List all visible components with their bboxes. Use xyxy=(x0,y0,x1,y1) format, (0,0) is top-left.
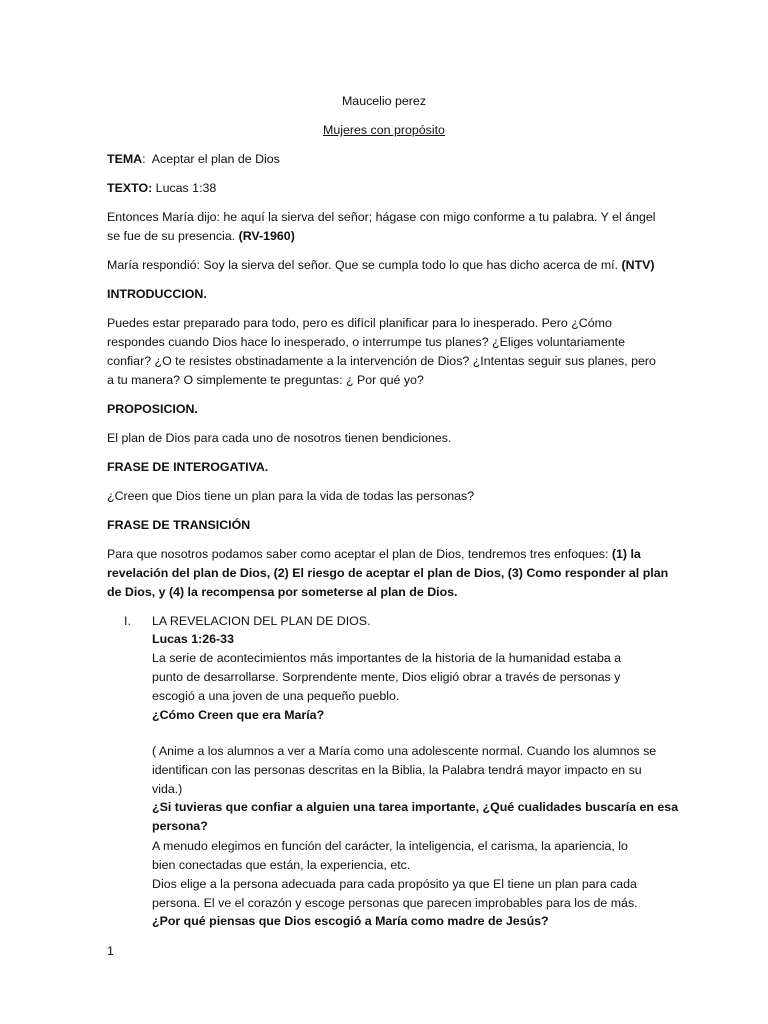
section1-reference-text: Lucas 1:26-33 xyxy=(152,632,234,646)
document-subtitle xyxy=(0,121,768,140)
subtitle-text: Mujeres con propósito xyxy=(323,123,445,137)
transicion-heading-text: FRASE DE TRANSICIÓN xyxy=(107,518,251,532)
section1-question1-text: ¿Cómo Creen que era María? xyxy=(152,708,325,722)
introduccion-line: confiar? ¿O te resistes obstinadamente a la intervención de Dios? ¿Intentas seguir sus planes, pero xyxy=(107,354,656,368)
section1-para2-line: ( Anime a los alumnos a ver a María como una adolescente normal. Cuando los alumnos se xyxy=(152,744,657,758)
verse1-line1: Entonces María dijo: he aquí la sierva del señor; hágase con migo conforme a tu palabra. Y el ángel xyxy=(107,210,656,224)
tema-line xyxy=(107,150,280,169)
section1-reference xyxy=(152,630,234,649)
verse1-line2 xyxy=(107,227,295,246)
tema-label: TEMA xyxy=(107,152,143,166)
section1-para2-line: identifican con las personas descritas en la Biblia, la Palabra tendrá mayor impacto en su xyxy=(152,763,642,777)
section1-para2-line: vida.) xyxy=(152,782,183,796)
transicion-line3-text: de Dios, y (4) la recompensa por someterse al plan de Dios. xyxy=(107,585,458,599)
transicion-heading xyxy=(107,516,250,535)
interrogativa-heading-text: FRASE DE INTEROGATIVA. xyxy=(107,460,269,474)
section1-title: LA REVELACION DEL PLAN DE DIOS. xyxy=(152,614,371,628)
section1-para3-line: persona. El ve el corazón y escoge personas que parecen improbables para los de más. xyxy=(152,896,638,910)
introduccion-heading xyxy=(107,285,207,304)
verse1-version: (RV-1960) xyxy=(238,229,295,243)
section1-question2-text: ¿Si tuvieras que confiar a alguien una tarea importante, ¿Qué cualidades buscaría en esa xyxy=(152,800,679,814)
verse1-text: se fue de su presencia. xyxy=(107,229,236,243)
introduccion-line: a tu manera? O simplemente te preguntas: ¿ Por qué yo? xyxy=(107,373,424,387)
section1-para3-line: A menudo elegimos en función del carácter, la inteligencia, el carisma, la apariencia, lo xyxy=(152,839,628,853)
transicion-line1-plain: Para que nosotros podamos saber como aceptar el plan de Dios, tendremos tres enfoques: xyxy=(107,547,609,561)
section1-para1-line: La serie de acontecimientos más importantes de la historia de la humanidad estaba a xyxy=(152,651,622,665)
section1-question3 xyxy=(152,912,549,931)
section1-para3-line: bien conectadas que están, la experiencia, etc. xyxy=(152,858,411,872)
transicion-line3 xyxy=(107,583,458,602)
texto-label: TEXTO: xyxy=(107,181,153,195)
transicion-line2-text: revelación del plan de Dios, (2) El riesgo de aceptar el plan de Dios, (3) Como responder al plan xyxy=(107,566,669,580)
interrogativa-heading xyxy=(107,458,268,477)
section1-para1-line: escogió a una joven de una pequeño pueblo. xyxy=(152,689,400,703)
tema-value: Aceptar el plan de Dios xyxy=(151,152,280,166)
texto-value: Lucas 1:38 xyxy=(155,181,217,195)
section1-question1 xyxy=(152,706,324,725)
author-name: Maucelio perez xyxy=(341,94,427,108)
transicion-line2 xyxy=(107,564,668,583)
texto-line xyxy=(107,179,216,198)
proposicion-heading-text: PROPOSICION. xyxy=(107,402,198,416)
verse2-version: (NTV) xyxy=(621,258,655,272)
introduccion-line: respondes cuando Dios hace lo inesperado, o interrumpe tus planes? ¿Eliges voluntariamente xyxy=(107,335,625,349)
introduccion-line: Puedes estar preparado para todo, pero es difícil planificar para lo inesperado. Pero ¿Cómo xyxy=(107,316,612,330)
section1-question3-text: ¿Por qué piensas que Dios escogió a María como madre de Jesús? xyxy=(152,914,549,928)
page-number: 1 xyxy=(107,944,114,958)
proposicion-heading xyxy=(107,400,198,419)
section1-question2-line xyxy=(152,798,678,817)
verse2-text: María respondió: Soy la sierva del señor. Que se cumpla todo lo que has dicho acerca de mí. xyxy=(107,258,619,272)
verse2-line xyxy=(107,256,655,275)
section1-para3-line: Dios elige a la persona adecuada para cada propósito ya que El tiene un plan para cada xyxy=(152,877,637,891)
tema-colon: : xyxy=(142,152,146,166)
transicion-line1 xyxy=(107,545,641,564)
section1-question2-text: persona? xyxy=(152,819,208,833)
section1-para1-line: punto de desarrollarse. Sorprendente mente, Dios eligió obrar a través de personas y xyxy=(152,670,621,684)
transicion-line1-bold: (1) la xyxy=(611,547,641,561)
proposicion-text: El plan de Dios para cada uno de nosotros tienen bendiciones. xyxy=(107,431,452,445)
section1-numeral: I. xyxy=(124,614,131,628)
section1-question2-line xyxy=(152,817,208,836)
interrogativa-text: ¿Creen que Dios tiene un plan para la vida de todas las personas? xyxy=(107,489,475,503)
introduccion-heading-text: INTRODUCCION. xyxy=(107,287,207,301)
